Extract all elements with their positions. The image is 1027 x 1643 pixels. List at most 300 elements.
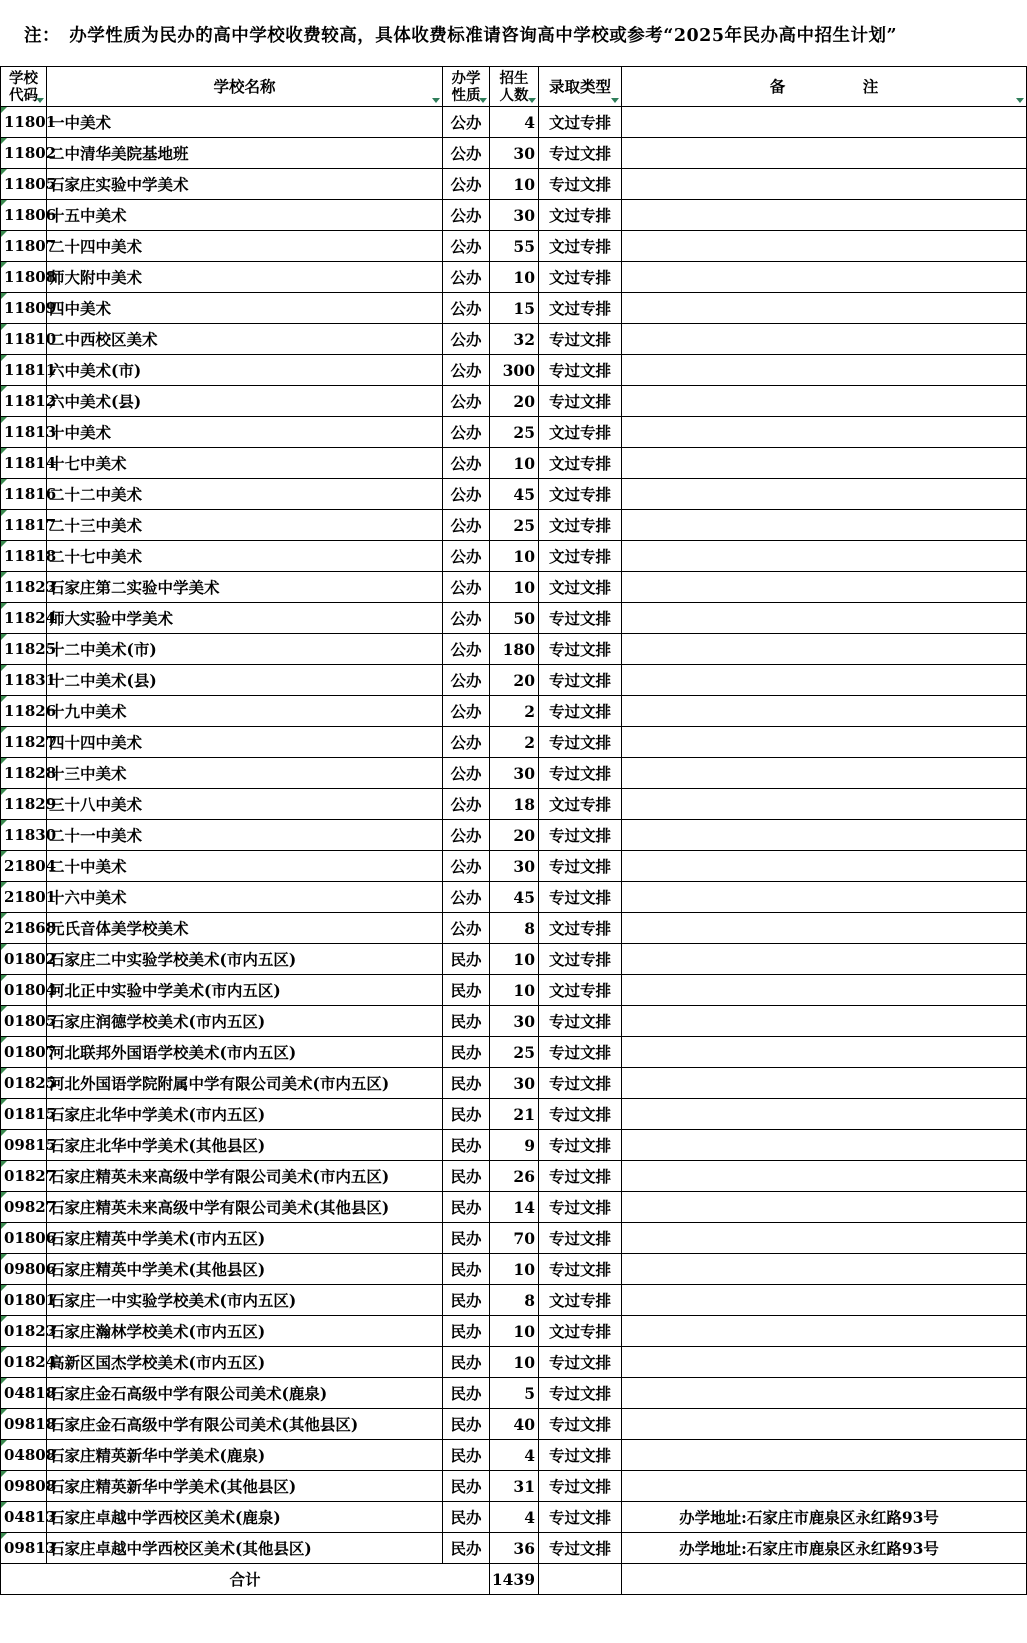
cell-admission-type[interactable]: 专过文排 (539, 169, 622, 200)
cell-school-name[interactable]: 元氏音体美学校美术 (47, 913, 443, 944)
cell-code[interactable]: 21868 (1, 913, 47, 944)
cell-remark[interactable] (622, 1099, 1027, 1130)
cell-nature[interactable]: 民办 (443, 1130, 490, 1161)
cell-nature[interactable]: 公办 (443, 138, 490, 169)
header-code-line2: 代码 (9, 86, 38, 104)
cell-nature[interactable]: 民办 (443, 1409, 490, 1440)
cell-count[interactable]: 40 (490, 1409, 539, 1440)
cell-nature[interactable]: 公办 (443, 448, 490, 479)
cell-remark[interactable] (622, 665, 1027, 696)
cell-remark[interactable] (622, 355, 1027, 386)
cell-school-name[interactable]: 石家庄一中实验学校美术(市内五区) (47, 1285, 443, 1316)
cell-code[interactable]: 09827 (1, 1192, 47, 1223)
cell-nature[interactable]: 公办 (443, 293, 490, 324)
total-label[interactable]: 合计 (1, 1564, 490, 1595)
cell-school-name[interactable]: 二十二中美术 (47, 479, 443, 510)
cell-code[interactable]: 11823 (1, 572, 47, 603)
cell-code[interactable]: 01827 (1, 1161, 47, 1192)
cell-code[interactable]: 09813 (1, 1533, 47, 1564)
cell-admission-type[interactable]: 文过文排 (539, 572, 622, 603)
cell-remark[interactable] (622, 1223, 1027, 1254)
cell-nature[interactable]: 公办 (443, 324, 490, 355)
cell-remark[interactable] (622, 1316, 1027, 1347)
cell-code[interactable]: 11812 (1, 386, 47, 417)
cell-admission-type[interactable]: 专过文排 (539, 1037, 622, 1068)
cell-count[interactable]: 32 (490, 324, 539, 355)
cell-school-name[interactable]: 十六中美术 (47, 882, 443, 913)
header-code (1, 67, 47, 107)
cell-nature[interactable]: 公办 (443, 696, 490, 727)
table-row (1, 1068, 1027, 1099)
cell-admission-type[interactable]: 专过文排 (539, 1130, 622, 1161)
cell-nature[interactable]: 民办 (443, 1161, 490, 1192)
cell-count[interactable]: 10 (490, 944, 539, 975)
cell-admission-type[interactable]: 专过文排 (539, 603, 622, 634)
cell-school-name[interactable]: 四中美术 (47, 293, 443, 324)
cell-school-name[interactable]: 河北联邦外国语学校美术(市内五区) (47, 1037, 443, 1068)
cell-count[interactable]: 20 (490, 820, 539, 851)
cell-admission-type[interactable]: 专过文排 (539, 727, 622, 758)
cell-remark[interactable] (622, 696, 1027, 727)
cell-remark[interactable] (622, 386, 1027, 417)
cell-admission-type[interactable]: 文过专排 (539, 789, 622, 820)
cell-code[interactable]: 11827 (1, 727, 47, 758)
cell-admission-type[interactable]: 专过文排 (539, 1347, 622, 1378)
cell-remark[interactable] (622, 882, 1027, 913)
cell-count[interactable]: 30 (490, 758, 539, 789)
cell-admission-type[interactable]: 专过文排 (539, 851, 622, 882)
cell-count[interactable]: 10 (490, 1254, 539, 1285)
cell-count[interactable]: 10 (490, 1347, 539, 1378)
cell-remark[interactable]: 办学地址:石家庄市鹿泉区永红路93号 (622, 1502, 1027, 1533)
cell-remark[interactable] (622, 1471, 1027, 1502)
cell-admission-type[interactable]: 专过文排 (539, 1099, 622, 1130)
cell-remark[interactable] (622, 262, 1027, 293)
cell-nature[interactable]: 民办 (443, 1471, 490, 1502)
cell-count[interactable]: 10 (490, 448, 539, 479)
cell-admission-type[interactable]: 专过文排 (539, 1502, 622, 1533)
cell-remark[interactable] (622, 820, 1027, 851)
cell-code[interactable]: 01807 (1, 1037, 47, 1068)
cell-count[interactable]: 25 (490, 1037, 539, 1068)
cell-code[interactable]: 11801 (1, 107, 47, 138)
total-count[interactable]: 1439 (490, 1564, 539, 1595)
cell-count[interactable]: 10 (490, 572, 539, 603)
cell-admission-type[interactable]: 文过专排 (539, 479, 622, 510)
cell-school-name[interactable]: 石家庄实验中学美术 (47, 169, 443, 200)
cell-nature[interactable]: 民办 (443, 1099, 490, 1130)
cell-remark[interactable] (622, 975, 1027, 1006)
cell-code[interactable]: 01825 (1, 1068, 47, 1099)
cell-count[interactable]: 55 (490, 231, 539, 262)
cell-code[interactable]: 11825 (1, 634, 47, 665)
cell-code[interactable]: 11814 (1, 448, 47, 479)
cell-code[interactable]: 11810 (1, 324, 47, 355)
cell-nature[interactable]: 公办 (443, 355, 490, 386)
cell-count[interactable]: 2 (490, 696, 539, 727)
cell-nature[interactable]: 公办 (443, 820, 490, 851)
cell-nature[interactable]: 公办 (443, 572, 490, 603)
cell-remark[interactable] (622, 107, 1027, 138)
cell-nature[interactable]: 民办 (443, 1440, 490, 1471)
cell-school-name[interactable]: 石家庄二中实验学校美术(市内五区) (47, 944, 443, 975)
cell-school-name[interactable]: 河北正中实验中学美术(市内五区) (47, 975, 443, 1006)
cell-code[interactable]: 01806 (1, 1223, 47, 1254)
cell-admission-type[interactable]: 专过文排 (539, 355, 622, 386)
total-remark-empty[interactable] (622, 1564, 1027, 1595)
cell-nature[interactable]: 公办 (443, 169, 490, 200)
cell-school-name[interactable]: 二十三中美术 (47, 510, 443, 541)
cell-remark[interactable] (622, 1037, 1027, 1068)
cell-admission-type[interactable]: 文过专排 (539, 231, 622, 262)
cell-code[interactable]: 09806 (1, 1254, 47, 1285)
cell-remark[interactable] (622, 448, 1027, 479)
cell-remark[interactable] (622, 727, 1027, 758)
cell-school-name[interactable]: 石家庄北华中学美术(其他县区) (47, 1130, 443, 1161)
cell-admission-type[interactable]: 专过文排 (539, 1161, 622, 1192)
cell-admission-type[interactable]: 文过专排 (539, 510, 622, 541)
cell-remark[interactable] (622, 944, 1027, 975)
cell-remark[interactable] (622, 1068, 1027, 1099)
cell-remark[interactable] (622, 169, 1027, 200)
cell-count[interactable]: 10 (490, 541, 539, 572)
table-row (1, 789, 1027, 820)
cell-count[interactable]: 15 (490, 293, 539, 324)
cell-count[interactable]: 4 (490, 1502, 539, 1533)
cell-code[interactable]: 11831 (1, 665, 47, 696)
cell-count[interactable]: 30 (490, 200, 539, 231)
cell-school-name[interactable]: 石家庄润德学校美术(市内五区) (47, 1006, 443, 1037)
cell-school-name[interactable]: 十七中美术 (47, 448, 443, 479)
cell-remark[interactable]: 办学地址:石家庄市鹿泉区永红路93号 (622, 1533, 1027, 1564)
cell-school-name[interactable]: 师大附中美术 (47, 262, 443, 293)
cell-count[interactable]: 26 (490, 1161, 539, 1192)
cell-admission-type[interactable]: 专过文排 (539, 1068, 622, 1099)
cell-code[interactable]: 11806 (1, 200, 47, 231)
cell-remark[interactable] (622, 634, 1027, 665)
cell-nature[interactable]: 公办 (443, 603, 490, 634)
cell-count[interactable]: 8 (490, 913, 539, 944)
cell-admission-type[interactable]: 文过专排 (539, 913, 622, 944)
cell-remark[interactable] (622, 293, 1027, 324)
cell-school-name[interactable]: 石家庄精英新华中学美术(鹿泉) (47, 1440, 443, 1471)
table-row (1, 1192, 1027, 1223)
cell-nature[interactable]: 民办 (443, 1533, 490, 1564)
cell-remark[interactable] (622, 479, 1027, 510)
cell-count[interactable]: 30 (490, 1006, 539, 1037)
cell-admission-type[interactable]: 专过文排 (539, 665, 622, 696)
cell-code[interactable]: 04813 (1, 1502, 47, 1533)
cell-count[interactable]: 300 (490, 355, 539, 386)
cell-count[interactable]: 2 (490, 727, 539, 758)
cell-remark[interactable] (622, 324, 1027, 355)
cell-school-name[interactable]: 四十四中美术 (47, 727, 443, 758)
cell-admission-type[interactable]: 专过文排 (539, 324, 622, 355)
filter-dropdown-icon[interactable] (611, 98, 619, 103)
cell-nature[interactable]: 公办 (443, 231, 490, 262)
cell-school-name[interactable]: 石家庄金石高级中学有限公司美术(鹿泉) (47, 1378, 443, 1409)
cell-count[interactable]: 36 (490, 1533, 539, 1564)
cell-remark[interactable] (622, 1130, 1027, 1161)
cell-code[interactable]: 11807 (1, 231, 47, 262)
cell-remark[interactable] (622, 1378, 1027, 1409)
cell-nature[interactable]: 公办 (443, 851, 490, 882)
cell-nature[interactable]: 公办 (443, 913, 490, 944)
cell-admission-type[interactable]: 文过专排 (539, 448, 622, 479)
cell-remark[interactable] (622, 1006, 1027, 1037)
cell-nature[interactable]: 公办 (443, 386, 490, 417)
cell-code[interactable]: 11829 (1, 789, 47, 820)
cell-school-name[interactable]: 一中美术 (47, 107, 443, 138)
cell-school-name[interactable]: 石家庄卓越中学西校区美术(鹿泉) (47, 1502, 443, 1533)
cell-admission-type[interactable]: 文过专排 (539, 944, 622, 975)
cell-remark[interactable] (622, 913, 1027, 944)
cell-school-name[interactable]: 石家庄第二实验中学美术 (47, 572, 443, 603)
cell-remark[interactable] (622, 851, 1027, 882)
cell-school-name[interactable]: 石家庄精英中学美术(市内五区) (47, 1223, 443, 1254)
cell-admission-type[interactable]: 文过专排 (539, 541, 622, 572)
cell-remark[interactable] (622, 138, 1027, 169)
cell-school-name[interactable]: 十五中美术 (47, 200, 443, 231)
cell-school-name[interactable]: 十九中美术 (47, 696, 443, 727)
cell-admission-type[interactable]: 专过文排 (539, 1409, 622, 1440)
cell-school-name[interactable]: 二中西校区美术 (47, 324, 443, 355)
cell-code[interactable]: 11824 (1, 603, 47, 634)
cell-nature[interactable]: 民办 (443, 1378, 490, 1409)
cell-nature[interactable]: 民办 (443, 1068, 490, 1099)
cell-admission-type[interactable]: 专过文排 (539, 386, 622, 417)
cell-school-name[interactable]: 十二中美术(市) (47, 634, 443, 665)
cell-admission-type[interactable]: 文过专排 (539, 1285, 622, 1316)
cell-count[interactable]: 31 (490, 1471, 539, 1502)
cell-code[interactable]: 01823 (1, 1316, 47, 1347)
filter-dropdown-icon[interactable] (36, 98, 44, 103)
cell-school-name[interactable]: 石家庄精英未来高级中学有限公司美术(其他县区) (47, 1192, 443, 1223)
filter-dropdown-icon[interactable] (528, 98, 536, 103)
cell-admission-type[interactable]: 专过文排 (539, 1440, 622, 1471)
cell-code[interactable]: 11809 (1, 293, 47, 324)
cell-nature[interactable]: 民办 (443, 1006, 490, 1037)
cell-code[interactable]: 11817 (1, 510, 47, 541)
cell-school-name[interactable]: 二中清华美院基地班 (47, 138, 443, 169)
cell-admission-type[interactable]: 文过专排 (539, 975, 622, 1006)
cell-remark[interactable] (622, 1347, 1027, 1378)
cell-nature[interactable]: 民办 (443, 1502, 490, 1533)
cell-school-name[interactable]: 石家庄精英未来高级中学有限公司美术(市内五区) (47, 1161, 443, 1192)
cell-code[interactable]: 11816 (1, 479, 47, 510)
filter-dropdown-icon[interactable] (432, 98, 440, 103)
cell-code[interactable]: 04808 (1, 1440, 47, 1471)
cell-count[interactable]: 25 (490, 417, 539, 448)
cell-admission-type[interactable]: 专过文排 (539, 138, 622, 169)
cell-count[interactable]: 4 (490, 107, 539, 138)
cell-school-name[interactable]: 三十八中美术 (47, 789, 443, 820)
cell-admission-type[interactable]: 专过文排 (539, 1192, 622, 1223)
cell-remark[interactable] (622, 1254, 1027, 1285)
cell-nature[interactable]: 公办 (443, 107, 490, 138)
cell-remark[interactable] (622, 200, 1027, 231)
cell-nature[interactable]: 民办 (443, 975, 490, 1006)
cell-count[interactable]: 21 (490, 1099, 539, 1130)
cell-admission-type[interactable]: 文过专排 (539, 200, 622, 231)
cell-nature[interactable]: 公办 (443, 541, 490, 572)
cell-code[interactable]: 21804 (1, 851, 47, 882)
cell-school-name[interactable]: 石家庄金石高级中学有限公司美术(其他县区) (47, 1409, 443, 1440)
cell-nature[interactable]: 公办 (443, 758, 490, 789)
cell-nature[interactable]: 公办 (443, 665, 490, 696)
cell-nature[interactable]: 公办 (443, 789, 490, 820)
cell-nature[interactable]: 公办 (443, 510, 490, 541)
cell-count[interactable]: 10 (490, 975, 539, 1006)
cell-code[interactable]: 11808 (1, 262, 47, 293)
cell-code[interactable]: 09815 (1, 1130, 47, 1161)
cell-count[interactable]: 20 (490, 665, 539, 696)
cell-code[interactable]: 21801 (1, 882, 47, 913)
cell-code[interactable]: 11813 (1, 417, 47, 448)
cell-remark[interactable] (622, 417, 1027, 448)
cell-remark[interactable] (622, 1285, 1027, 1316)
cell-code[interactable]: 01801 (1, 1285, 47, 1316)
cell-admission-type[interactable]: 文过专排 (539, 293, 622, 324)
cell-admission-type[interactable]: 专过文排 (539, 634, 622, 665)
cell-school-name[interactable]: 石家庄精英新华中学美术(其他县区) (47, 1471, 443, 1502)
cell-count[interactable]: 9 (490, 1130, 539, 1161)
cell-school-name[interactable]: 二十一中美术 (47, 820, 443, 851)
cell-code[interactable]: 11805 (1, 169, 47, 200)
cell-nature[interactable]: 公办 (443, 200, 490, 231)
cell-school-name[interactable]: 石家庄瀚林学校美术(市内五区) (47, 1316, 443, 1347)
cell-code[interactable]: 11830 (1, 820, 47, 851)
cell-code[interactable]: 11828 (1, 758, 47, 789)
cell-code[interactable]: 09818 (1, 1409, 47, 1440)
cell-nature[interactable]: 民办 (443, 1037, 490, 1068)
cell-code[interactable]: 11802 (1, 138, 47, 169)
cell-school-name[interactable]: 十二中美术(县) (47, 665, 443, 696)
cell-code[interactable]: 11818 (1, 541, 47, 572)
cell-school-name[interactable]: 二十七中美术 (47, 541, 443, 572)
cell-admission-type[interactable]: 专过文排 (539, 758, 622, 789)
cell-code[interactable]: 01815 (1, 1099, 47, 1130)
cell-school-name[interactable]: 二十四中美术 (47, 231, 443, 262)
cell-admission-type[interactable]: 专过文排 (539, 1223, 622, 1254)
cell-code[interactable]: 11811 (1, 355, 47, 386)
cell-nature[interactable]: 民办 (443, 1285, 490, 1316)
cell-count[interactable]: 45 (490, 479, 539, 510)
cell-nature[interactable]: 民办 (443, 1254, 490, 1285)
cell-school-name[interactable]: 十中美术 (47, 417, 443, 448)
cell-admission-type[interactable]: 专过文排 (539, 696, 622, 727)
cell-admission-type[interactable]: 专过文排 (539, 1378, 622, 1409)
filter-dropdown-icon[interactable] (479, 98, 487, 103)
cell-nature[interactable]: 公办 (443, 479, 490, 510)
cell-admission-type[interactable]: 文过专排 (539, 107, 622, 138)
cell-code[interactable]: 01804 (1, 975, 47, 1006)
cell-school-name[interactable]: 六中美术(市) (47, 355, 443, 386)
cell-code[interactable]: 01824 (1, 1347, 47, 1378)
cell-school-name[interactable]: 石家庄卓越中学西校区美术(其他县区) (47, 1533, 443, 1564)
cell-school-name[interactable]: 高新区国杰学校美术(市内五区) (47, 1347, 443, 1378)
cell-admission-type[interactable]: 文过专排 (539, 1316, 622, 1347)
cell-remark[interactable] (622, 758, 1027, 789)
cell-count[interactable]: 10 (490, 262, 539, 293)
cell-remark[interactable] (622, 572, 1027, 603)
cell-nature[interactable]: 公办 (443, 727, 490, 758)
cell-nature[interactable]: 民办 (443, 1347, 490, 1378)
cell-remark[interactable] (622, 603, 1027, 634)
cell-nature[interactable]: 公办 (443, 882, 490, 913)
table-row (1, 231, 1027, 262)
cell-remark[interactable] (622, 1161, 1027, 1192)
cell-nature[interactable]: 民办 (443, 1316, 490, 1347)
cell-nature[interactable]: 公办 (443, 262, 490, 293)
cell-count[interactable]: 70 (490, 1223, 539, 1254)
cell-count[interactable]: 45 (490, 882, 539, 913)
cell-remark[interactable] (622, 1192, 1027, 1223)
cell-code[interactable]: 01805 (1, 1006, 47, 1037)
cell-remark[interactable] (622, 789, 1027, 820)
cell-count[interactable]: 10 (490, 1316, 539, 1347)
cell-code[interactable]: 09808 (1, 1471, 47, 1502)
cell-admission-type[interactable]: 专过文排 (539, 820, 622, 851)
cell-school-name[interactable]: 六中美术(县) (47, 386, 443, 417)
cell-admission-type[interactable]: 专过文排 (539, 882, 622, 913)
cell-remark[interactable] (622, 541, 1027, 572)
cell-admission-type[interactable]: 文过专排 (539, 262, 622, 293)
cell-count[interactable]: 30 (490, 851, 539, 882)
cell-count[interactable]: 5 (490, 1378, 539, 1409)
cell-admission-type[interactable]: 专过文排 (539, 1471, 622, 1502)
total-type-empty[interactable] (539, 1564, 622, 1595)
cell-admission-type[interactable]: 专过文排 (539, 1254, 622, 1285)
table-row (1, 386, 1027, 417)
cell-school-name[interactable]: 石家庄北华中学美术(市内五区) (47, 1099, 443, 1130)
cell-code[interactable]: 11826 (1, 696, 47, 727)
cell-count[interactable]: 8 (490, 1285, 539, 1316)
cell-school-name[interactable]: 二十中美术 (47, 851, 443, 882)
cell-admission-type[interactable]: 专过文排 (539, 1533, 622, 1564)
cell-nature[interactable]: 公办 (443, 634, 490, 665)
cell-admission-type[interactable]: 文过专排 (539, 417, 622, 448)
cell-nature[interactable]: 公办 (443, 417, 490, 448)
cell-count[interactable]: 4 (490, 1440, 539, 1471)
cell-school-name[interactable]: 河北外国语学院附属中学有限公司美术(市内五区) (47, 1068, 443, 1099)
cell-remark[interactable] (622, 231, 1027, 262)
cell-remark[interactable] (622, 510, 1027, 541)
cell-code[interactable]: 01802 (1, 944, 47, 975)
cell-count[interactable]: 18 (490, 789, 539, 820)
cell-count[interactable]: 20 (490, 386, 539, 417)
cell-count[interactable]: 180 (490, 634, 539, 665)
cell-count[interactable]: 10 (490, 169, 539, 200)
cell-count[interactable]: 30 (490, 1068, 539, 1099)
cell-nature[interactable]: 民办 (443, 1223, 490, 1254)
filter-dropdown-icon[interactable] (1016, 98, 1024, 103)
cell-count[interactable]: 14 (490, 1192, 539, 1223)
cell-count[interactable]: 25 (490, 510, 539, 541)
cell-code[interactable]: 04818 (1, 1378, 47, 1409)
cell-remark[interactable] (622, 1440, 1027, 1471)
cell-school-name[interactable]: 石家庄精英中学美术(其他县区) (47, 1254, 443, 1285)
cell-school-name[interactable]: 十三中美术 (47, 758, 443, 789)
cell-school-name[interactable]: 师大实验中学美术 (47, 603, 443, 634)
header-name-label: 学校名称 (213, 77, 276, 96)
cell-nature[interactable]: 民办 (443, 944, 490, 975)
cell-remark[interactable] (622, 1409, 1027, 1440)
cell-count[interactable]: 50 (490, 603, 539, 634)
cell-nature[interactable]: 民办 (443, 1192, 490, 1223)
cell-count[interactable]: 30 (490, 138, 539, 169)
cell-admission-type[interactable]: 专过文排 (539, 1006, 622, 1037)
